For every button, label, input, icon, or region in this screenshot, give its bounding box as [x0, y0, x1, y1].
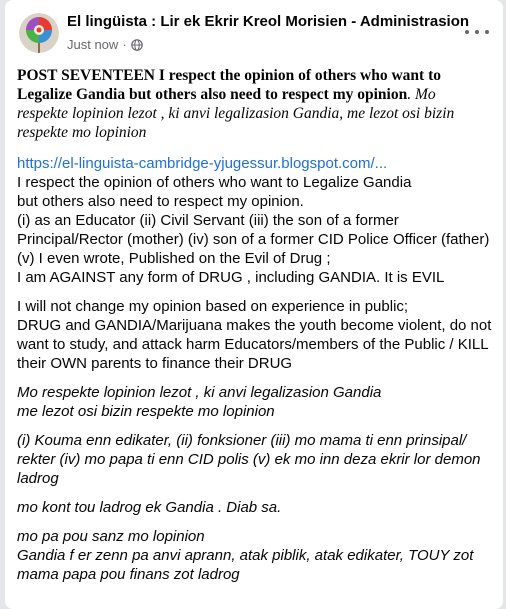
page-avatar[interactable] [19, 13, 59, 53]
paragraph-6 [17, 498, 499, 517]
text-line: (i) Kouma enn edikater, (ii) fonksioner (iii) mo mama ti enn prinsipal/ [17, 432, 467, 449]
text-line: want to study, and attack harm Educators/members of the Public / KILL [17, 336, 489, 353]
text-line: mo kont tou ladrog ek Gandia . Diab sa. [17, 499, 282, 516]
globe-icon[interactable] [131, 39, 143, 51]
post-card [5, 0, 503, 609]
text-line: mama papa pou finans zot ladrog [17, 566, 240, 583]
post-time[interactable]: Just now [67, 37, 119, 52]
post-header [5, 0, 503, 64]
paragraph-2 [17, 211, 499, 287]
meta-separator: · [122, 37, 127, 52]
lollipop-avatar-icon [19, 13, 59, 53]
text-line: Mo respekte lopinion lezot , ki anvi legalizasion Gandia [17, 384, 382, 401]
text-line: I am AGAINST any form of DRUG , including GANDIA. It is EVIL [17, 269, 445, 286]
title-bold-line-1: POST SEVENTEEN I respect the opinion of others who want to [17, 67, 442, 84]
paragraph-1 [17, 173, 499, 211]
paragraph-5 [17, 431, 499, 488]
text-line: (i) as an Educator (ii) Civil Servant (iii) the son of a former [17, 212, 399, 229]
text-line: (v) I even wrote, Published on the Evil of Drug ; [17, 250, 331, 267]
title-italic-line-3: respekte mo lopinion [17, 124, 147, 141]
text-line: but others also need to respect my opinion. [17, 193, 304, 210]
text-line: Gandia f er zenn pa anvi aprann, atak piblik, atak edikater, TOUY zot [17, 547, 474, 564]
more-options-icon[interactable] [465, 22, 489, 42]
text-line: I respect the opinion of others who want to Legalize Gandia [17, 174, 412, 191]
text-line: rekter (iv) mo papa ti enn CID polis (v) ek mo inn deza ekrir lor demon [17, 451, 481, 468]
blog-link[interactable]: https://el-linguista-cambridge-yjugessur.blogspot.com/... [17, 155, 388, 172]
paragraph-7 [17, 527, 499, 584]
post-author[interactable]: El lingüista : Lir ek Ekrir Kreol Morisien - Administrasion [67, 13, 470, 30]
text-line: DRUG and GANDIA/Marijuana makes the youth become violent, do not [17, 317, 492, 334]
paragraph-4 [17, 383, 499, 421]
title-italic-line-1: Mo [411, 86, 436, 103]
text-line: mo pa pou sanz mo lopinion [17, 528, 205, 545]
text-line: me lezot osi bizin respekte mo lopinion [17, 403, 275, 420]
post-meta [67, 37, 143, 52]
text-line: Principal/Rector (mother) (iv) son of a former CID Police Officer (father) [17, 231, 490, 248]
paragraph-3 [17, 297, 499, 373]
post-title [17, 66, 499, 142]
post-body [17, 66, 499, 584]
title-bold-line-2: Legalize Gandia but others also need to respect my opinion [17, 86, 408, 103]
text-line: I will not change my opinion based on experience in public; [17, 298, 409, 315]
text-line: ladrog [17, 470, 59, 487]
title-dot: . [407, 86, 412, 103]
title-italic-line-2: respekte lopinion lezot , ki anvi legalizasion Gandia, me lezot osi bizin [17, 105, 455, 122]
text-line: their OWN parents to finance their DRUG [17, 355, 293, 372]
